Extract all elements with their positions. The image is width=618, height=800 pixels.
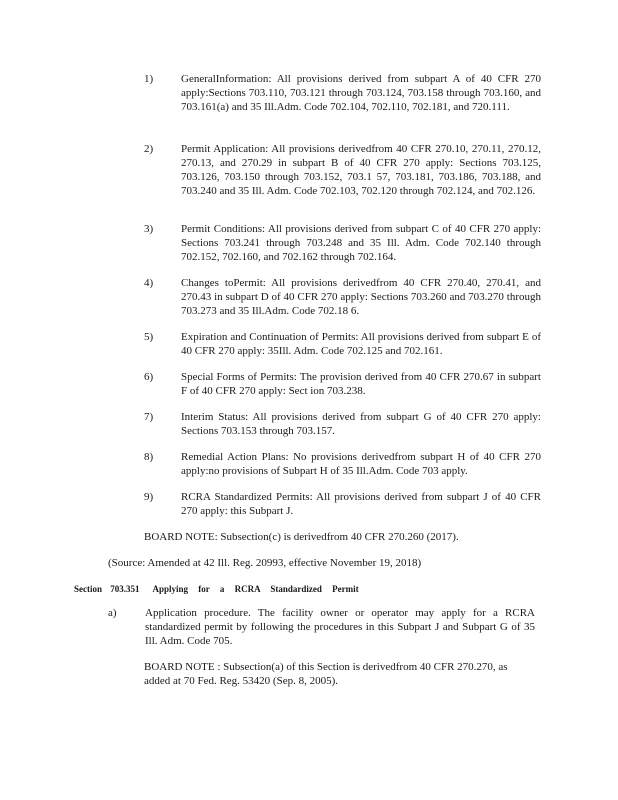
- item-number: 7): [144, 411, 154, 423]
- item-number: 3): [144, 223, 154, 235]
- item-number: 9): [144, 491, 154, 503]
- item-text: Permit Conditions: All provisions derived from subpart C of 40 CFR 270 apply: Sections 703.241 through 703.248 and 35 Ill. Adm. Code 702.140 through 702.152, 702.160, and 702.162 through 702.164.: [181, 223, 541, 263]
- board-note: BOARD NOTE : Subsection(a) of this Section is derivedfrom 40 CFR 270.270, as added at 70 Fed. Reg. 53420 (Sep. 8, 2005).: [144, 661, 508, 687]
- item-number: 2): [144, 143, 154, 155]
- subsection-label: a): [108, 607, 117, 619]
- subsection-text: Application procedure. The facility owner or operator may apply for a RCRA standardized permit by following the procedures in this Subpart J and Subpart G of 35 Ill. Adm. Code 705.: [145, 607, 535, 647]
- item-text: RCRA Standardized Permits: All provisions derived from subpart J of 40 CFR 270 apply: this Subpart J.: [181, 491, 541, 517]
- item-text: GeneralInformation: All provisions derived from subpart A of 40 CFR 270 apply:Sections 703.110, 703.121 through 703.124, 703.158 through 703.160, and 703.161(a) and 35 Ill.Adm. Code 702.104, 702.110, 702.181, and 720.111.: [181, 73, 541, 113]
- item-number: 1): [144, 73, 154, 85]
- item-text: Interim Status: All provisions derived from subpart G of 40 CFR 270 apply: Sections 703.153 through 703.157.: [181, 411, 541, 437]
- item-text: Expiration and Continuation of Permits: All provisions derived from subpart E of 40 CFR 270 apply: 35Ill. Adm. Code 702.125 and 702.161.: [181, 331, 541, 357]
- item-number: 6): [144, 371, 154, 383]
- item-text: Remedial Action Plans: No provisions derivedfrom subpart H of 40 CFR 270 apply:no provisions of Subpart H of 35 Ill.Adm. Code 703 apply.: [181, 451, 541, 477]
- item-number: 4): [144, 277, 154, 289]
- item-text: Permit Application: All provisions derivedfrom 40 CFR 270.10, 270.11, 270.12, 270.13, and 270.29 in subpart B of 40 CFR 270 apply: Sections 703.125, 703.126, 703.150 through 703.152, 703.1 57, 703.181, 703.186, 703.188, and 703.240 and 35 Ill. Adm. Code 702.103, 702.120 through 702.124, and 702.126.: [181, 143, 541, 197]
- item-text: Changes toPermit: All provisions derivedfrom 40 CFR 270.40, 270.41, and 270.43 in subpart D of 40 CFR 270 apply: Sections 703.260 and 703.270 through 703.273 and 35 Ill.Adm. Code 702.18 6.: [181, 277, 541, 317]
- section-title: Applying for a RCRA Standardized Permit: [152, 584, 359, 594]
- item-number: 5): [144, 331, 154, 343]
- section-number: 703.351: [110, 584, 140, 594]
- item-number: 8): [144, 451, 154, 463]
- section-word: Section: [74, 584, 102, 594]
- source-note: (Source: Amended at 42 Ill. Reg. 20993, effective November 19, 2018): [108, 557, 422, 569]
- item-text: Special Forms of Permits: The provision derived from 40 CFR 270.67 in subpart F of 40 CFR 270 apply: Sect ion 703.238.: [181, 371, 541, 397]
- section-heading: [74, 582, 534, 596]
- board-note: BOARD NOTE: Subsection(c) is derivedfrom 40 CFR 270.260 (2017).: [144, 531, 459, 543]
